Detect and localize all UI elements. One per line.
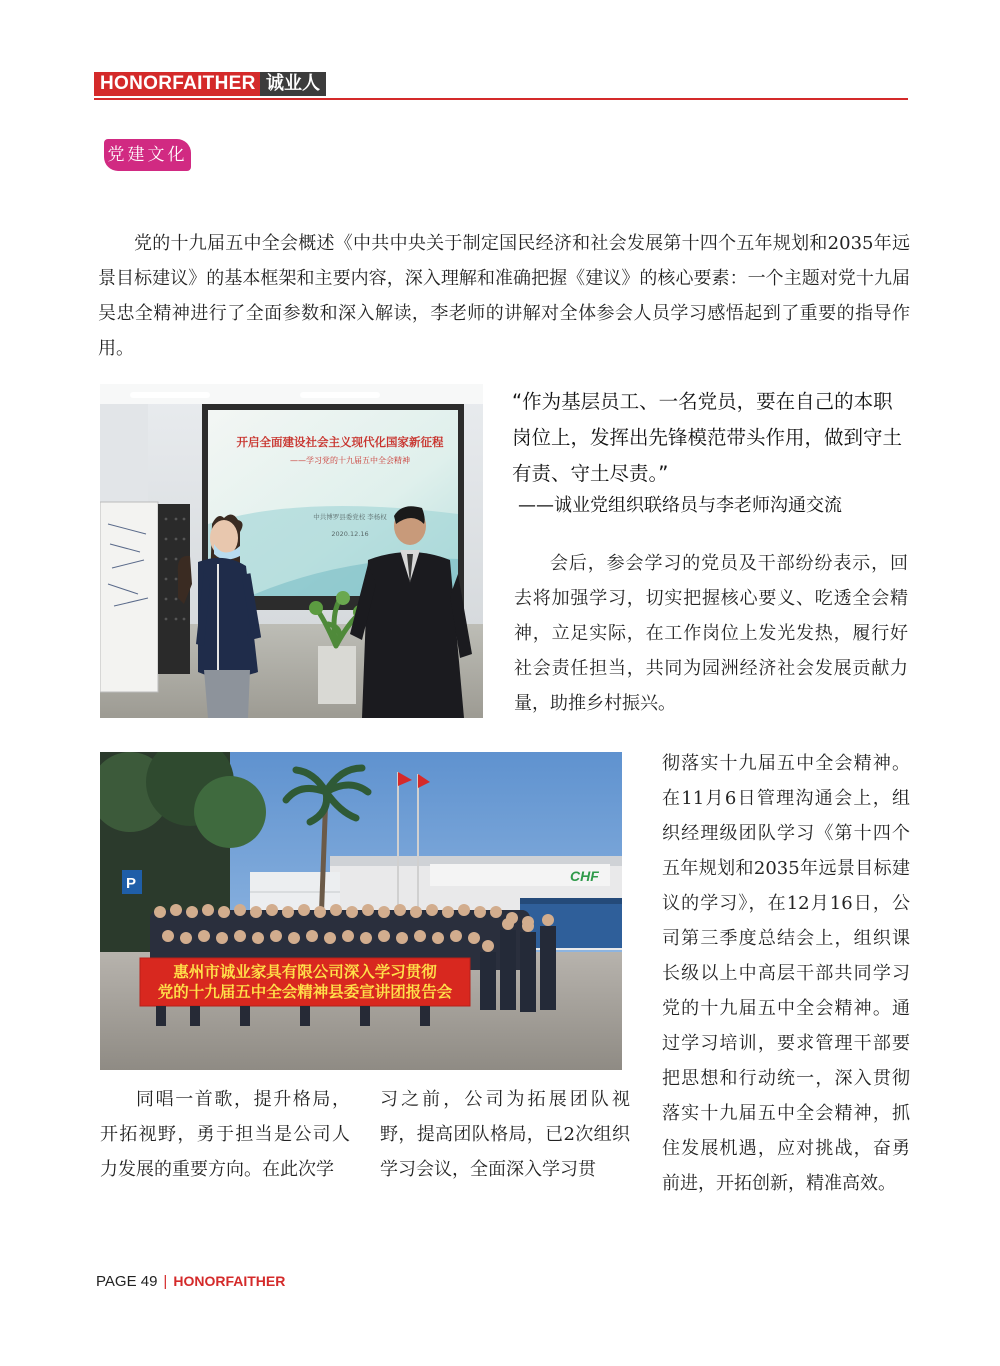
group-photo — [100, 752, 622, 1070]
section-tag: 党建文化 — [104, 139, 191, 171]
after-meeting-paragraph: 会后，参会学习的党员及干部纷纷表示，回去将加强学习，切实把握核心要义、吃透全会精神，立足实际，在工作岗位上发光发热，履行好社会责任担当，共同为园洲经济社会发展贡献力量，助推乡村振兴。 — [514, 553, 908, 714]
banner-line-2: 党的十九届五中全会精神县委宣讲团报告会 — [157, 983, 453, 1001]
quote-text: “作为基层员工、一名党员，要在自己的本职岗位上，发挥出先锋模范带头作用，做到守土有责、守土尽责。” — [512, 390, 903, 485]
footer-brand: HONORFAITHER — [173, 1273, 286, 1289]
page-header — [94, 68, 908, 102]
screen-subtitle: ——学习党的十九届五中全会精神 — [290, 456, 410, 465]
brand-name-cn: 诚业人 — [260, 72, 326, 96]
column-b-paragraph: 习之前，公司为拓展团队视野，提高团队格局，已2次组织学习会议，全面深入学习贯 — [380, 1089, 630, 1180]
brand-name-en: HONORFAITHER — [94, 72, 262, 96]
banner-line-1: 惠州市诚业家具有限公司深入学习贯彻 — [173, 963, 437, 981]
quote-source: ——诚业党组织联络员与李老师沟通交流 — [518, 495, 842, 516]
footer-separator: | — [163, 1273, 168, 1290]
intro-paragraph: 党的十九届五中全会概述《中共中央关于制定国民经济和社会发展第十四个五年规划和2035年远景目标建议》的基本框架和主要内容，深入理解和准确把握《建议》的核心要素：一个主题对党十九届吴忠全精神进行了全面参数和深入解读，李老师的讲解对全体参会人员学习感悟起到了重要的指导作用。 — [98, 233, 910, 359]
header-divider — [94, 98, 908, 100]
screen-title: 开启全面建设社会主义现代化国家新征程 — [236, 435, 444, 449]
column-a-paragraph: 同唱一首歌，提升格局，开拓视野，勇于担当是公司人力发展的重要方向。在此次学 — [100, 1089, 350, 1180]
page-footer — [96, 1270, 285, 1292]
svg-text:P: P — [126, 875, 137, 892]
building-logo: CHF — [570, 868, 599, 884]
lecture-photo — [100, 384, 483, 718]
page-number: PAGE 49 — [96, 1273, 158, 1290]
screen-date: 2020.12.16 — [331, 530, 369, 538]
right-column-paragraph: 彻落实十九届五中全会精神。在11月6日管理沟通会上，组织经理级团队学习《第十四个五年规划和2035年远景目标建议的学习》，在12月16日，公司第三季度总结会上，组织课长级以上中高层干部共同学习党的十九届五中全会精神。通过学习培训，要求管理干部要把思想和行动统一，深入贯彻落实十九届五中全会精神，抓住发展机遇，应对挑战，奋勇前进，开拓创新，精准高效。 — [662, 753, 910, 1194]
group-photo-image — [100, 752, 622, 1070]
screen-org: 中共博罗县委党校 李杨权 — [313, 513, 387, 521]
